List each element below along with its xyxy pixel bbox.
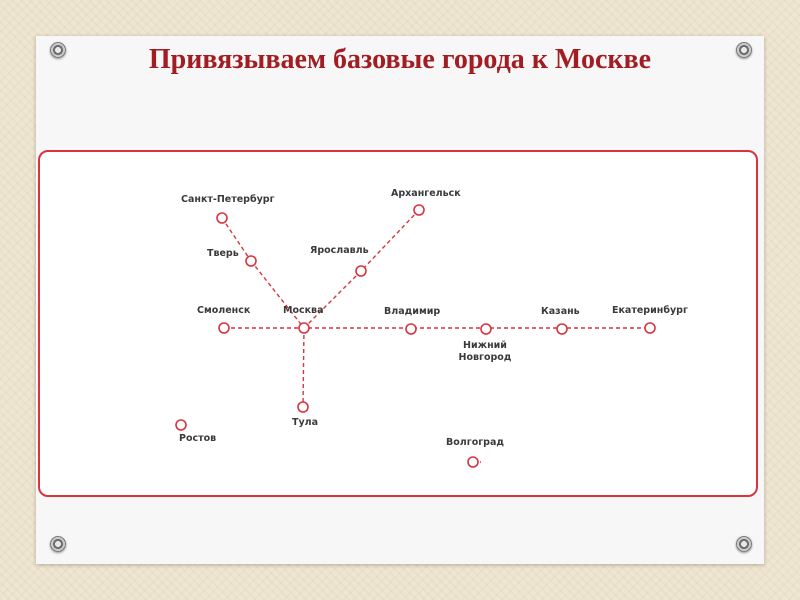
city-label-volgograd: Волгоград — [446, 437, 505, 448]
route-arkhangelsk-yaroslavl — [361, 210, 419, 271]
city-label-arkhangelsk: Архангельск — [391, 188, 461, 199]
city-label-tver: Тверь — [207, 248, 239, 259]
city-node-moscow — [299, 323, 309, 333]
slide-title: Привязываем базовые города к Москве — [148, 44, 652, 75]
city-node-tula — [298, 402, 308, 412]
city-node-volgograd — [468, 457, 478, 467]
city-label-ekaterinburg: Екатеринбург — [612, 305, 688, 316]
city-label-smolensk: Смоленск — [197, 305, 251, 316]
city-node-yaroslavl — [356, 266, 366, 276]
city-node-nizhny — [481, 324, 491, 334]
route-yaroslavl-moscow — [304, 271, 361, 328]
city-node-spb — [217, 213, 227, 223]
city-node-smolensk — [219, 323, 229, 333]
city-label-kazan: Казань — [541, 306, 580, 317]
city-label-yaroslavl: Ярославль — [310, 245, 369, 256]
city-node-tver — [246, 256, 256, 266]
city-label-tula: Тула — [292, 417, 319, 428]
city-node-ekaterinburg — [645, 323, 655, 333]
city-node-kazan — [557, 324, 567, 334]
city-node-vladimir — [406, 324, 416, 334]
city-node-arkhangelsk — [414, 205, 424, 215]
route-moscow-tula — [303, 328, 304, 407]
route-tver-moscow — [251, 261, 304, 328]
city-label-nizhny-line1: Нижний — [463, 340, 507, 351]
city-label-moscow: Москва — [283, 305, 324, 316]
city-label-rostov: Ростов — [179, 433, 217, 444]
city-node-rostov — [176, 420, 186, 430]
city-label-nizhny-line2: Новгород — [458, 352, 512, 363]
city-label-spb: Санкт-Петербург — [181, 194, 275, 205]
city-label-vladimir: Владимир — [384, 306, 441, 317]
